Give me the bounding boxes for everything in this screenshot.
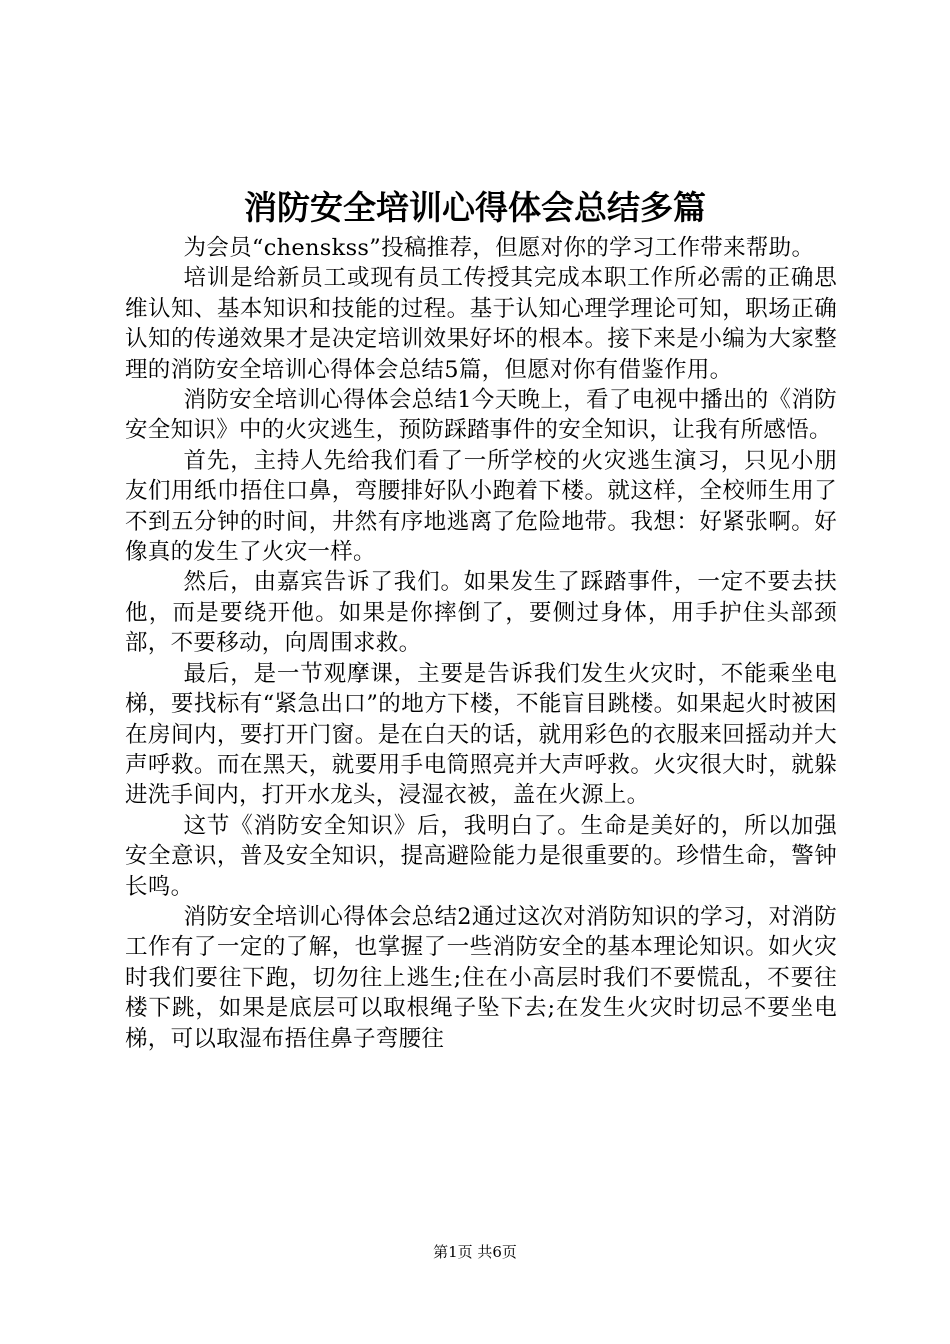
document-title: 消防安全培训心得体会总结多篇 — [244, 188, 706, 227]
paragraph-first: 首先，主持人先给我们看了一所学校的火灾逃生演习，只见小朋友们用纸巾捂住口鼻，弯腰排好队小跑着下楼。就这样，全校师生用了不到五分钟的时间，井然有序地逃离了危险地带。我想：好紧张啊。好像真的发生了火灾一样。 — [125, 447, 837, 566]
page-footer: 第1页 共6页 — [433, 1243, 517, 1261]
paragraph-summary-2: 消防安全培训心得体会总结2通过这次对消防知识的学习，对消防工作有了一定的了解，也掌握了一些消防安全的基本理论知识。如火灾时我们要往下跑，切勿往上逃生;住在小高层时我们不要慌乱，不要往楼下跳，如果是底层可以取根绳子坠下去;在发生火灾时切忌不要坐电梯，可以取湿布捂住鼻子弯腰往 — [125, 903, 837, 1052]
paragraph-intro: 为会员“chenskss”投稿推荐，但愿对你的学习工作带来帮助。 — [183, 235, 815, 261]
document-body — [125, 233, 837, 1054]
paragraph-finally: 最后，是一节观摩课，主要是告诉我们发生火灾时，不能乘坐电梯，要找标有“紧急出口”的地方下楼，不能盲目跳楼。如果起火时被困在房间内，要打开门窗。是在白天的话，就用彩色的衣服来回摇动并大声呼救。而在黑天，就要用手电筒照亮并大声呼救。火灾很大时，就躲进洗手间内，打开水龙头，浸湿衣被，盖在火源上。 — [125, 660, 837, 809]
paragraph-then: 然后，由嘉宾告诉了我们。如果发生了踩踏事件，一定不要去扶他，而是要绕开他。如果是你摔倒了，要侧过身体，用手护住头部颈部，不要移动，向周围求救。 — [125, 569, 837, 657]
paragraph-training-definition: 培训是给新员工或现有员工传授其完成本职工作所必需的正确思维认知、基本知识和技能的过程。基于认知心理学理论可知，职场正确认知的传递效果才是决定培训效果好坏的根本。接下来是小编为大家整理的消防安全培训心得体会总结5篇，但愿对你有借鉴作用。 — [125, 265, 837, 383]
paragraph-conclusion: 这节《消防安全知识》后，我明白了。生命是美好的，所以加强安全意识，普及安全知识，提高避险能力是很重要的。珍惜生命，警钟长鸣。 — [125, 812, 837, 900]
paragraph-summary-1: 消防安全培训心得体会总结1今天晚上，看了电视中播出的《消防安全知识》中的火灾逃生，预防踩踏事件的安全知识，让我有所感悟。 — [125, 387, 837, 444]
